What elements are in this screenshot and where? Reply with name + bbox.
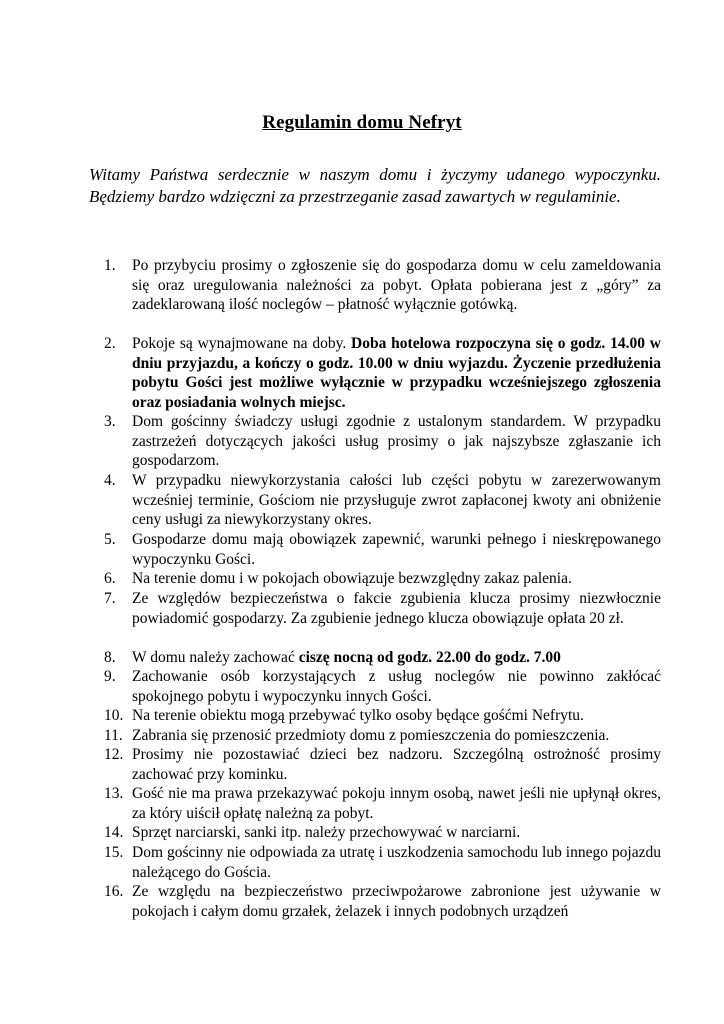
rule-text: Ze względów bezpieczeństwa o fakcie zgubienia klucza prosimy niezwłocznie powiadomić gospodarzy. Za zgubienie jednego klucza obowiązuje opłata 20 zł. bbox=[132, 590, 661, 627]
rule-number: 3. bbox=[104, 413, 116, 430]
rule-number: 7. bbox=[104, 590, 116, 607]
rule-number: 4. bbox=[104, 472, 116, 489]
rule-text: Na terenie domu i w pokojach obowiązuje bezwzględny zakaz palenia. bbox=[132, 570, 572, 587]
rule-number: 11. bbox=[104, 727, 123, 744]
rule-text: Po przybyciu prosimy o zgłoszenie się do gospodarza domu w celu zameldowania się oraz uregulowania należności za pobyt. Opłata pobierana jest z „góry” za zadeklarowaną ilość noclegów – płatność wyłącznie gotówką. bbox=[132, 257, 661, 313]
rule-text: Zachowanie osób korzystających z usług noclegów nie powinno zakłócać spokojnego pobytu i wypoczynku innych Gości. bbox=[132, 668, 661, 705]
rule-number: 16. bbox=[104, 883, 124, 900]
rule-text-plain: Pokoje są wynajmowane na doby. bbox=[132, 335, 352, 352]
rule-text: Dom gościnny świadczy usługi zgodnie z ustalonym standardem. W przypadku zastrzeżeń dotyczących jakości usług prosimy o jak najszybsze zgłaszanie ich gospodarzom. bbox=[132, 413, 661, 469]
rule-number: 2. bbox=[104, 335, 116, 352]
rule-text: W przypadku niewykorzystania całości lub części pobytu w zarezerwowanym wcześniej terminie, Gościom nie przysługuje zwrot zapłaconej kwoty ani obniżenie ceny usługi za niewykorzystany okres. bbox=[132, 472, 661, 528]
rule-number: 14. bbox=[104, 824, 124, 841]
rule-number: 9. bbox=[104, 668, 116, 685]
rule-number: 8. bbox=[104, 649, 116, 666]
rule-text bbox=[132, 334, 661, 412]
rule-text-bold: Doba hotelowa rozpoczyna się o godz. 14.00 w dniu przyjazdu, a kończy o godz. 10.00 w dniu wyjazdu. Życzenie przedłużenia pobytu Gości jest możliwe wyłącznie w przypadku wcześniejszego zgłoszenia oraz posiadania wolnych miejsc. bbox=[132, 335, 661, 411]
rule-number: 5. bbox=[104, 531, 116, 548]
rule-number: 10. bbox=[104, 707, 124, 724]
rule-text: Ze względu na bezpieczeństwo przeciwpożarowe zabronione jest używanie w pokojach i całym domu grzałek, żelazek i innych podobnych urządzeń bbox=[132, 883, 661, 920]
rule-number: 15. bbox=[104, 844, 124, 861]
rule-text: Prosimy nie pozostawiać dzieci bez nadzoru. Szczególną ostrożność prosimy zachować przy kominku. bbox=[132, 746, 661, 783]
rule-text: Dom gościnny nie odpowiada za utratę i uszkodzenia samochodu lub innego pojazdu należącego do Gościa. bbox=[132, 844, 661, 881]
intro-paragraph: Witamy Państwa serdecznie w naszym domu i życzymy udanego wypoczynku. Będziemy bardzo wdzięczni za przestrzeganie zasad zawartych w regulaminie. bbox=[89, 165, 661, 206]
rule-text bbox=[132, 648, 661, 668]
rule-text-plain: W domu należy zachować bbox=[132, 649, 299, 666]
rule-text: Gospodarze domu mają obowiązek zapewnić, warunki pełnego i nieskrępowanego wypoczynku Gości. bbox=[132, 531, 661, 568]
rule-text: Gość nie ma prawa przekazywać pokoju innym osobą, nawet jeśli nie upłynął okres, za który uiścił opłatę należną za pobyt. bbox=[132, 785, 661, 822]
rule-text: Na terenie obiektu mogą przebywać tylko osoby będące gośćmi Nefrytu. bbox=[132, 707, 584, 724]
rule-number: 6. bbox=[104, 570, 116, 587]
rule-text-bold: ciszę nocną od godz. 22.00 do godz. 7.00 bbox=[298, 649, 561, 666]
rule-number: 13. bbox=[104, 785, 124, 802]
rule-text: Sprzęt narciarski, sanki itp. należy przechowywać w narciarni. bbox=[132, 824, 521, 841]
document-title: Regulamin domu Nefryt bbox=[262, 112, 462, 133]
rule-number: 12. bbox=[104, 746, 124, 763]
rule-text: Zabrania się przenosić przedmioty domu z pomieszczenia do pomieszczenia. bbox=[132, 727, 610, 744]
rule-number: 1. bbox=[104, 257, 116, 274]
